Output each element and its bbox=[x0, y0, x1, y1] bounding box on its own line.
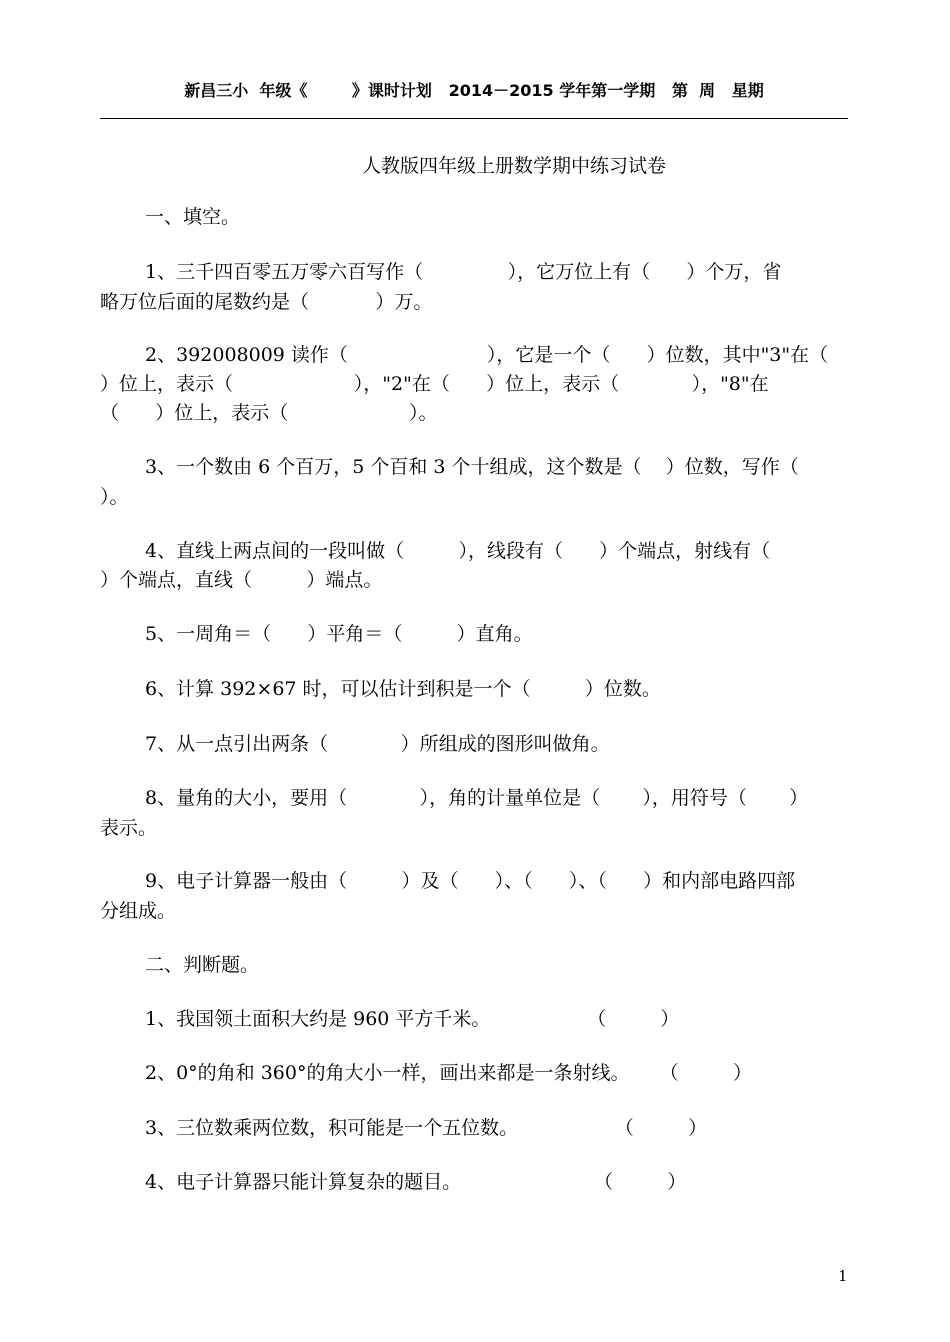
question-1-2-line-1: 2、392008009 读作（ ），它是一个（ ）位数，其中"3"在（ bbox=[145, 344, 829, 366]
judgment-question-4: 4、电子计算器只能计算复杂的题目。 （ ） bbox=[145, 1171, 687, 1193]
question-1-2-line-3: （ ）位上，表示（ ）。 bbox=[100, 402, 438, 424]
judgment-question-2: 2、0°的角和 360°的角大小一样，画出来都是一条射线。 （ ） bbox=[145, 1062, 753, 1084]
question-1-8-line-1: 8、量角的大小，要用（ ），角的计量单位是（ ），用符号（ ） bbox=[145, 787, 809, 809]
section-2-heading: 二、判断题。 bbox=[145, 954, 260, 976]
page-header: 新昌三小 年级《 》课时计划 2014－2015 学年第一学期 第 周 星期 bbox=[184, 81, 764, 100]
header-rule bbox=[100, 118, 848, 119]
question-1-8-line-2: 表示。 bbox=[100, 817, 158, 839]
question-1-4-line-1: 4、直线上两点间的一段叫做（ ），线段有（ ）个端点，射线有（ bbox=[145, 540, 771, 562]
judgment-question-3: 3、三位数乘两位数，积可能是一个五位数。 （ ） bbox=[145, 1117, 708, 1139]
question-1-1-line-2: 略万位后面的尾数约是（ ）万。 bbox=[100, 291, 433, 313]
question-1-9-line-2: 分组成。 bbox=[100, 900, 177, 922]
question-1-4-line-2: ）个端点，直线（ ）端点。 bbox=[100, 569, 383, 591]
question-1-3-line-2: ）。 bbox=[100, 486, 129, 508]
question-1-1-line-1: 1、三千四百零五万零六百写作（ ），它万位上有（ ）个万，省 bbox=[145, 261, 782, 283]
document-title: 人教版四年级上册数学期中练习试卷 bbox=[361, 155, 666, 177]
judgment-question-1: 1、我国领土面积大约是 960 平方千米。 （ ） bbox=[145, 1008, 680, 1030]
question-1-2-line-2: ）位上，表示（ ），"2"在（ ）位上，表示（ ），"8"在 bbox=[100, 373, 769, 395]
question-1-9-line-1: 9、电子计算器一般由（ ）及（ ）、（ ）、（ ）和内部电路四部 bbox=[145, 870, 796, 892]
question-1-3-line-1: 3、一个数由 6 个百万，5 个百和 3 个十组成，这个数是（ ）位数，写作（ bbox=[145, 456, 799, 478]
question-1-5: 5、一周角＝（ ）平角＝（ ）直角。 bbox=[145, 623, 533, 645]
page-number: 1 bbox=[838, 1267, 848, 1285]
question-1-7: 7、从一点引出两条（ ）所组成的图形叫做角。 bbox=[145, 733, 610, 755]
section-1-heading: 一、填空。 bbox=[145, 206, 241, 228]
question-1-6: 6、计算 392×67 时，可以估计到积是一个（ ）位数。 bbox=[145, 678, 661, 700]
